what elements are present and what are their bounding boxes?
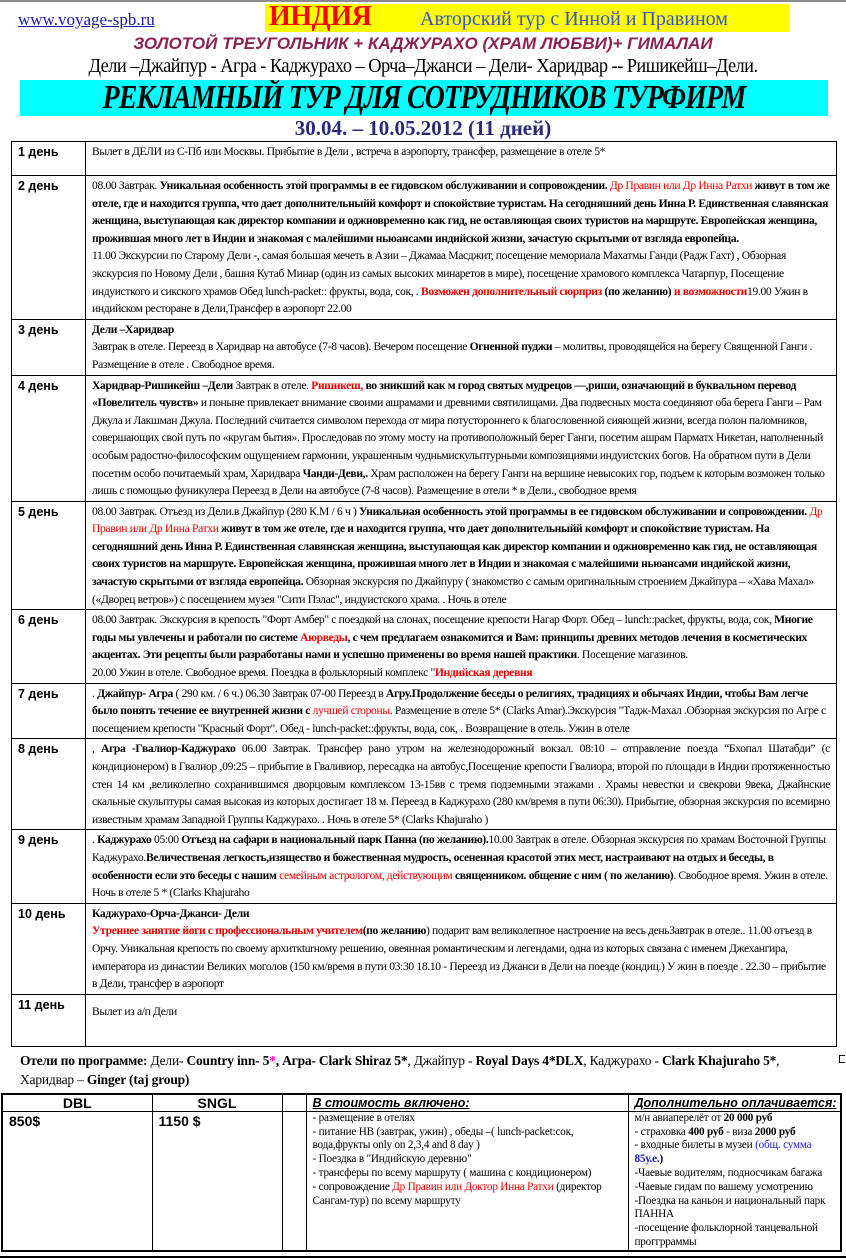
day-label: 7 день — [12, 683, 86, 739]
day-description — [86, 739, 837, 830]
tour-subtitle: ЗОЛОТОЙ ТРЕУГОЛЬНИК + КАДЖУРАХО (ХРАМ ЛЮБВИ)+ ГИМАЛАИ — [133, 34, 713, 53]
day-description — [86, 903, 837, 994]
text-segment: Ришикеш, — [311, 378, 363, 392]
edge-marker — [839, 1055, 845, 1063]
day-label: 2 день — [12, 176, 86, 320]
text-segment: . — [92, 686, 98, 700]
text-segment: живут в том же отеле, где и находится группа, что дает дополнительныйй комфорт и спокойствие туристам. На сегодняшний день Инна Р. Единственная славянская женщина, выступающая как директор компании и оджновременно как гид, не оставляющая своих туристов на маршруте. Европейская женщина, прожившая много лет в Индии и знакомая с малейшими ньюансами индийской жизни, зачастую скрытыми от взгляда европейца. — [92, 522, 817, 589]
text-segment: . Посещение магазинов. — [576, 648, 688, 662]
list-item-text: - страховка — [634, 1125, 689, 1138]
day-description — [86, 830, 837, 903]
extra-list — [629, 1112, 841, 1250]
promo-banner — [20, 80, 828, 116]
text-segment: 19.00 Ужин в индийском ресторане в Дели,Трансфер в аэропорт 22.00 — [92, 284, 808, 316]
day-label: 4 день — [12, 375, 86, 501]
text-segment: 06.00 Завтрак. Трансфер рано утром на железнодорожный вокзал. 08:10 – отправление поезда “Бхопал Шатабди” (с кондиционером) в Гвалиор ,09:25 – прибытие в Гваливиор, пересадка на автобус,Посещение крепости Гвалиора, второй по площади в Индии протяженностью стен 14 км ,великолепно сохранившимся дворцовым комплексом 13-15вв с тремя подземными этажами . Храмы невестки и свекрови 9века, Джайнские скальные скульптуры самая высокая из которых достигает 18 м. Переезд в Каджурахо (280 км/время в пути 06:30). Прибытие, обзорная экскурсия по всемирно известным храмам Западной Группы Каджурахо. . Ночь в отеле 5* (Clarks Khajuraho ) — [92, 742, 830, 826]
list-item-text: -Чаевые водителям, подносчикам багажа — [634, 1166, 823, 1179]
pricing-table — [1, 1093, 842, 1252]
text-segment: Уникальная особенность этой программы в ее гидовском обслуживании и сопровождении. — [159, 179, 610, 192]
text-segment: Завтрак в отеле. — [232, 378, 312, 392]
empty-column — [282, 1094, 306, 1251]
title-banner — [265, 1, 789, 32]
day-label: 6 день — [12, 610, 86, 683]
text-segment: Индийская деревня — [434, 666, 533, 680]
text-segment: (по желанию) — [604, 284, 674, 298]
day-description — [86, 142, 837, 176]
day-label: 1 день — [12, 142, 86, 176]
hotels-line — [20, 1051, 820, 1089]
hotels-label: Отели по программе: — [20, 1052, 148, 1068]
itinerary-row — [12, 739, 837, 830]
text-segment: Завтрак в отеле. Переезд в Харидвар на автобусе (7-8 часов). Вечером посещение — [92, 340, 470, 354]
text-segment: 05:00 — [151, 833, 182, 847]
list-item — [629, 1126, 841, 1140]
list-item — [307, 1181, 628, 1209]
tour-dates: 30.04. – 10.05.2012 (11 дней) — [294, 116, 552, 140]
text-segment: Каджурахо-Орча-Джанси- Дели — [92, 906, 250, 920]
itinerary-row — [12, 319, 837, 375]
list-item-text: - питание HB (завтрак, ужин) , обеды –( lunch-packet:сок, вода,фрукты only on 2,3,4 and 8 day ) — [312, 1125, 574, 1152]
sngl-price: 1150 $ — [158, 1112, 201, 1129]
extra-title: Дополнительно оплачивается: — [629, 1095, 841, 1112]
day-label: 8 день — [12, 739, 86, 830]
list-item-text: - сопровождение — [312, 1180, 393, 1193]
day-label: 10 день — [12, 903, 86, 994]
list-item — [629, 1112, 841, 1126]
hotel-item: , Агра- Clark Shiraz 5* — [275, 1052, 408, 1068]
text-segment: (по желанию — [362, 924, 426, 938]
included-column — [306, 1094, 628, 1251]
list-item — [307, 1126, 628, 1154]
day-description — [86, 501, 837, 610]
itinerary-row — [12, 903, 837, 994]
list-item — [629, 1181, 841, 1195]
country-title: ИНДИЯ — [269, 1, 372, 32]
list-item — [629, 1167, 841, 1181]
list-item-text: (общ. сумма — [755, 1139, 812, 1152]
day-description — [86, 176, 837, 320]
itinerary-row — [12, 142, 837, 176]
sngl-header: SNGL — [153, 1095, 282, 1112]
list-item-text: - Поездка в "Индийскую деревню" — [312, 1153, 472, 1166]
hotel-item: , Джайпур - — [407, 1052, 476, 1068]
text-segment: Аюрведы — [300, 630, 348, 644]
hotel-item: , Каджурахо - — [583, 1052, 662, 1068]
list-item — [629, 1195, 841, 1223]
text-segment: 08.00 Завтрак. — [92, 179, 160, 192]
text-segment: Вылет в ДЕЛИ из С-Пб или Москвы. Прибытие в Дели , встреча в аэропорту, трансфер, размещение в отеле 5* — [92, 145, 606, 158]
text-segment: Уникальная особенность этой программы в ее гидовском обслуживании и сопровождении. — [359, 504, 810, 518]
list-item-text: (директор Сангам-тур) по всему маршруту — [312, 1180, 602, 1207]
site-link[interactable]: www.voyage-spb.ru — [18, 10, 155, 29]
day-description — [86, 683, 837, 739]
text-segment: . — [92, 833, 98, 847]
hotel-item: Clark Khajuraho 5* — [662, 1052, 777, 1068]
text-segment: Чанди-Деви,. — [302, 466, 368, 480]
day-description — [86, 375, 837, 501]
text-segment: – молитвы, проводящейся на берегу Священной Ганги . Размещение в отеле . Свободное время. — [92, 340, 813, 371]
list-item-text: 2000 руб — [754, 1125, 796, 1138]
list-item-text: -посещение фольклорной танцевальной проггрраммы — [634, 1222, 818, 1248]
day-label: 11 день — [12, 994, 86, 1046]
included-list — [307, 1112, 628, 1209]
text-segment: , — [92, 742, 101, 756]
text-segment: ) подарит вам великолепное настроение на весь деньЗавтрак в отеле.. 11.00 отъезд в Орчу. Уникальная крепость по своему архиткturному решению, овеянная романтическим и легендами, одна из которых связана с именем Джехангира, императора из династии Великих моголов (150 км/время в пути 03:30 18.10 - Переезд из Джанси в Дели на поезде (кондиц.) У жин в поезде . 22.30 – прибытие в Дели, трансфер в аэропорт — [92, 924, 826, 991]
hotel-item: Country inn- 5 — [186, 1052, 270, 1068]
dbl-header: DBL — [3, 1095, 152, 1112]
day-label: 3 день — [12, 319, 86, 375]
promo-title: РЕКЛАМНЫЙ ТУР ДЛЯ СОТРУДНИКОВ ТУРФИРМ — [102, 80, 746, 116]
list-item-text: Др Правин или Доктор Инна Ратхи — [392, 1180, 554, 1193]
day-description — [86, 610, 837, 683]
tour-route: Дели –Джайпур - Агра - Каджурахо – Орча–Джанси – Дели- Харидвар -- Ришикейш–Дели. — [88, 55, 758, 77]
list-item-text: м/н авиаперелёт от — [634, 1111, 724, 1124]
text-segment: Возможен дополнительный сюрприз — [420, 284, 605, 298]
text-segment: живут в том же отеле, где и находится группа, что дает дополнительныйй комфорт и спокойствие туристам. На сегодняшний день Инна Р. Единственная славянская женщина, выступающая как директор компании и оджновременно как гид, не оставляющая своих туристов на маршруте. Европейская женщина, прожившая много лет в Индии и знакомая с малейшими ньюансами индийской жизни, зачастую скрытыми от взгляда европейца. — [92, 179, 830, 245]
text-segment: Дели –Харидвар — [92, 322, 174, 336]
text-segment: Каджурахо — [97, 833, 152, 847]
included-title: В стоимость включено: — [307, 1095, 628, 1112]
list-item — [307, 1167, 628, 1181]
sngl-column — [152, 1094, 282, 1251]
list-item-text: - виза — [723, 1125, 755, 1138]
text-segment: священником. общение с ним ( по желанию) — [452, 868, 674, 882]
text-segment: Многие годы мы увлечены и работали по системе — [92, 613, 813, 644]
text-segment: Др Правин или Др Инна Ратхи — [609, 179, 753, 192]
list-item — [307, 1112, 628, 1126]
hotel-item: Ginger (taj group) — [86, 1071, 190, 1087]
itinerary-row — [12, 830, 837, 903]
text-segment: Харидвар-Ришикейш –Дели — [92, 378, 233, 392]
text-segment: . Размещение в отеле 5* (Clarks Amar).Экскурсия "Тадж-Махал .Обзорная экскурсия по Агре с посещением крепости "Красный Форт". Обед - lunch-packet::фрукты, вода, сок, . Возвращение в отель. Ужин в отеле — [92, 704, 826, 735]
text-segment: 10.00 Завтрак в отеле. Обзорная экскурсия по храмам Восточной Группы Каджурахо. — [92, 833, 826, 864]
text-segment: лучшей стороны — [312, 704, 390, 718]
extra-column — [628, 1094, 841, 1251]
list-item-text: - входные билеты в музеи — [634, 1139, 756, 1152]
hotel-item: * — [269, 1052, 276, 1068]
text-segment: Джайпур- Агра — [97, 686, 173, 700]
itinerary-row — [12, 375, 837, 501]
header-row — [0, 2, 846, 34]
hotel-item: , Харидвар – — [20, 1052, 780, 1087]
text-segment: и поныне привлекает внимание своими ашрамами и древними святилищами. Два подвесных моста соединяют оба берега Ганги – Рам Джула и Лакшман Джула. Последний считается символом перехода от мира потустороннего к благословенной сияющей жизни, всегда полон паломников, совершающих свой путь по «кругам бытия». Проследовав по этому мосту на противоположный берег Ганги, посетим ашрам Парматх Никетан, наполненный особым радостно-философским ощущением гармонии, украшенным чудньмискульптурными композициями индуистских богов. На обратном пути в Дели посетим особо почитаемый храм, Харидвара — [92, 396, 824, 480]
bottom-border — [0, 1256, 846, 1258]
day-description — [86, 319, 837, 375]
dbl-price: 850$ — [9, 1112, 41, 1129]
day-description — [86, 994, 837, 1046]
list-item — [307, 1153, 628, 1167]
list-item-text: - размещение в отелях — [312, 1111, 415, 1124]
hotel-item: Дели- — [147, 1052, 187, 1068]
day-label: 5 день — [12, 501, 86, 610]
dbl-column — [2, 1094, 152, 1251]
list-item-text: 400 руб — [688, 1125, 724, 1138]
text-segment: во зникший как м город святых мудрецов —,риши, означающий в буквальном перевод «Повелитель чувств» — [92, 378, 796, 410]
text-segment: и возможности — [673, 284, 748, 298]
list-item — [629, 1139, 841, 1167]
list-item-text: - трансферы по всему маршруту ( машина с кондиционером) — [312, 1166, 592, 1179]
author-tour-title: Авторский тур с Инной и Правином — [420, 8, 728, 30]
list-item-text: -Поездка на каньон и национальный парк ПАННА — [634, 1194, 826, 1221]
text-segment: . Свободное время. Ужин в отеле. Ночь в отеле 5 * (Clarks Khajuraho — [92, 868, 828, 900]
text-segment: Обзорная экскурсия по Джайпуру ( знакомство с самым оригинальным строением Джайпура – «Хава Махал» («Дворец ветров») с посещением музея "Сити Пэлас", индуистского храма. . Ночь в отеле — [92, 575, 814, 606]
text-segment: 20.00 Ужин в отеле. Свободное время. Поездка в фольклорный комплекс " — [92, 666, 435, 680]
text-segment: ( 290 км. / 6 ч.) 06.30 Завтрак 07-00 Переезд в — [173, 686, 386, 700]
itinerary-row — [12, 683, 837, 739]
itinerary-row — [12, 176, 837, 320]
text-segment: Храм расположен на берегу Ганги на вершине невысоких гор, подъем к которым возможен только лишь с помощью фуникулера Переезд в Дели на автобусе (7-8 часов). Размещение в отели * в Дели., свободное время — [92, 466, 825, 498]
text-segment: , с чем предлагаем ознакомится и Вам: принципы древних методов лечения в косметических акцентах. Эти рецепты были разработаны нами и успешно применены во время нашей практики — [92, 630, 808, 662]
list-item — [629, 1222, 841, 1250]
hotel-item: Royal Days 4*DLX — [475, 1052, 584, 1068]
text-segment: Утреннее занятие йоги с профессиональным учителем — [92, 924, 363, 938]
day-label: 9 день — [12, 830, 86, 903]
list-item-text: ) — [659, 1153, 664, 1166]
itinerary-row — [12, 994, 837, 1046]
itinerary-table — [11, 141, 837, 1047]
list-item-text: 85у.е. — [634, 1153, 660, 1166]
text-segment: Др Правин или Др Инна Ратхи — [92, 504, 823, 536]
text-segment: Агру.Продолжение беседы о религиях, традициях и обычаях Индии, чтобы Вам легче было понять течение ее внутренней жизни с — [92, 686, 808, 718]
text-segment: 08.00 Завтрак. Экскурсия в крепость "Форт Амбер" с поездкой на слонах, посещение крепости Нагар Форт. Обед – lunch::packet, фрукты, вода, сок, — [92, 613, 775, 627]
text-segment: Огненной пуджи — [469, 340, 553, 354]
hotels-section — [0, 1047, 846, 1093]
text-segment: 08.00 Завтрак. Отъезд из Дели.в Джайпур (280 К.М / 6 ч ) — [92, 504, 360, 518]
text-segment: Отъезд на сафари в национальный парк Панна (по желанию). — [181, 833, 489, 847]
itinerary-row — [12, 610, 837, 683]
text-segment: 11.00 Экскурсии по Старому Дели -, самая большая мечеть в Азии – Джамаа Масджит, посещение мемориала Махатмы Ганди (Радж Гахт) , Обзорная экскурсия по Новому Дели , башня Кутаб Минар (один из самых высоких минаретов в мире), посещение храмового комплекса Чатарпур, Посещение индуисткого и сикского храмов Обед lunch-packet:: фрукты, вода, сок, . — [92, 249, 786, 298]
text-segment: Величественая легкость,изящество и божественная мудрость, осененная красотой этих мест, настраивают на отдых и беседы, в особенности если это беседы с нашим — [92, 850, 774, 882]
list-item-text: -Чаевые гидам по вашему усмотрению — [634, 1180, 813, 1193]
text-segment: Вылет из а/п Дели — [92, 1004, 177, 1018]
list-item-text: 20 000 руб — [723, 1111, 773, 1124]
text-segment: семейным астрологом, действующим — [279, 868, 453, 882]
itinerary-row — [12, 501, 837, 610]
text-segment: Агра -Гвалиор-Каджурахо — [101, 742, 236, 756]
